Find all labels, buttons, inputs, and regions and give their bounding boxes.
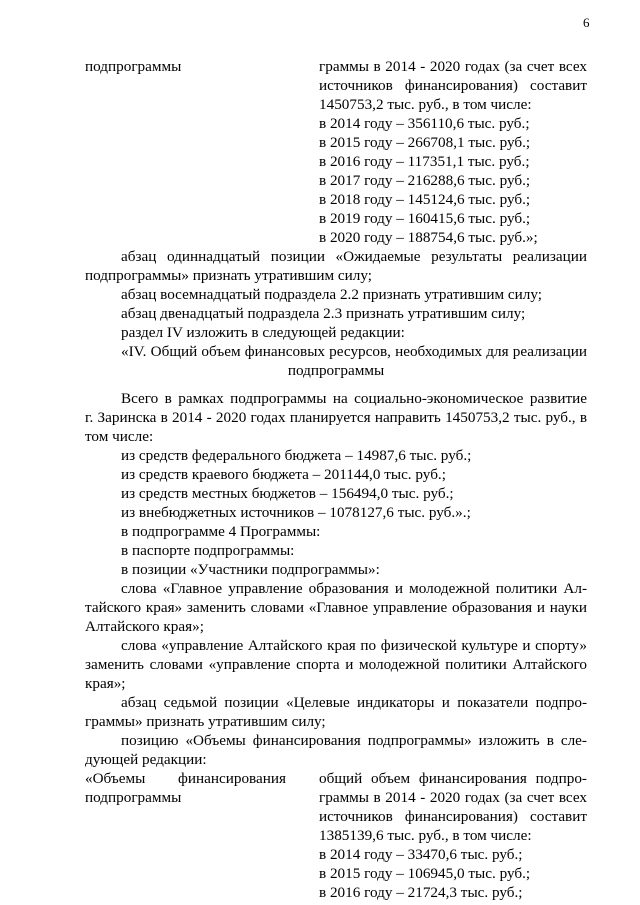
top-table-right-line: в 2017 году – 216288,6 тыс. руб.; bbox=[319, 172, 531, 189]
body-line: абзац восемнадцатый подраздела 2.2 признать утратившим силу; bbox=[121, 286, 542, 303]
top-table-right-line: в 2020 году – 188754,6 тыс. руб.»; bbox=[319, 229, 538, 246]
body-line: из средств местных бюджетов – 156494,0 тыс. руб.; bbox=[121, 485, 454, 502]
body-line: заменить словами «управление спорта и молодежной политики Алтайского bbox=[85, 656, 587, 673]
top-table-right-line: в 2015 году – 266708,1 тыс. руб.; bbox=[319, 134, 531, 151]
body-line: г. Заринска в 2014 - 2020 годах планируется направить 1450753,2 тыс. руб., в bbox=[85, 409, 587, 426]
body-line: в позиции «Участники подпрограммы»: bbox=[121, 561, 380, 578]
bottom-table-right-line: в 2016 году – 21724,3 тыс. руб.; bbox=[319, 884, 523, 901]
body-line: из средств краевого бюджета – 201144,0 тыс. руб.; bbox=[121, 466, 446, 483]
body-line: в подпрограмме 4 Программы: bbox=[121, 523, 321, 540]
body-line: абзац одиннадцатый позиции «Ожидаемые результаты реализации bbox=[121, 248, 587, 265]
body-line: из внебюджетных источников – 1078127,6 тыс. руб.».; bbox=[121, 504, 471, 521]
body-line: слова «Главное управление образования и молодежной политики Ал- bbox=[121, 580, 587, 597]
bottom-table-left-line: подпрограммы bbox=[85, 789, 182, 806]
top-table-right-line: в 2018 году – 145124,6 тыс. руб.; bbox=[319, 191, 531, 208]
bottom-table-right-line: в 2014 году – 33470,6 тыс. руб.; bbox=[319, 846, 523, 863]
body-line: из средств федерального бюджета – 14987,6 тыс. руб.; bbox=[121, 447, 472, 464]
page-number: 6 bbox=[583, 15, 590, 30]
top-table-right-line: 1450753,2 тыс. руб., в том числе: bbox=[319, 96, 532, 113]
body-line: слова «управление Алтайского края по физической культуре и спорту» bbox=[121, 637, 587, 654]
top-table-right-line: в 2019 году – 160415,6 тыс. руб.; bbox=[319, 210, 531, 227]
top-table-right-line: в 2016 году – 117351,1 тыс. руб.; bbox=[319, 153, 530, 170]
body-line: Алтайского края»; bbox=[85, 618, 204, 635]
body-line: позицию «Объемы финансирования подпрограммы» изложить в сле- bbox=[121, 732, 587, 749]
body-line: подпрограммы» признать утратившим силу; bbox=[85, 267, 372, 284]
bottom-table-right-line: 1385139,6 тыс. руб., в том числе: bbox=[319, 827, 532, 844]
body-line: абзац двенадцатый подраздела 2.3 признать утратившим силу; bbox=[121, 305, 526, 322]
bottom-table-right-line: граммы в 2014 - 2020 годах (за счет всех bbox=[319, 789, 587, 806]
top-table-right-line: граммы в 2014 - 2020 годах (за счет всех bbox=[319, 58, 587, 75]
bottom-table-left-line: «Объемы финансирования bbox=[85, 770, 286, 787]
top-table-right-line: источников финансирования) составит bbox=[319, 77, 587, 94]
body-line: абзац седьмой позиции «Целевые индикаторы и показатели подпро- bbox=[121, 694, 587, 711]
body-line: края»; bbox=[85, 675, 126, 692]
body-line: дующей редакции: bbox=[85, 751, 207, 768]
body-line: граммы» признать утратившим силу; bbox=[85, 713, 326, 730]
body-line: в паспорте подпрограммы: bbox=[121, 542, 295, 559]
body-line: Всего в рамках подпрограммы на социально-экономическое развитие bbox=[121, 390, 587, 407]
body-line: том числе: bbox=[85, 428, 154, 445]
bottom-table-right-line: в 2015 году – 106945,0 тыс. руб.; bbox=[319, 865, 531, 882]
bottom-table-right-line: источников финансирования) составит bbox=[319, 808, 587, 825]
bottom-table-right-line: общий объем финансирования подпро- bbox=[319, 770, 587, 787]
top-table-left-cell: подпрограммы bbox=[85, 58, 182, 75]
body-line: раздел IV изложить в следующей редакции: bbox=[121, 324, 405, 341]
section-heading-line: «IV. Общий объем финансовых ресурсов, необходимых для реализации bbox=[121, 343, 587, 360]
body-line: тайского края» заменить словами «Главное управление образования и науки bbox=[85, 599, 587, 616]
top-table-right-line: в 2014 году – 356110,6 тыс. руб.; bbox=[319, 115, 530, 132]
section-heading-line: подпрограммы bbox=[287, 362, 385, 379]
